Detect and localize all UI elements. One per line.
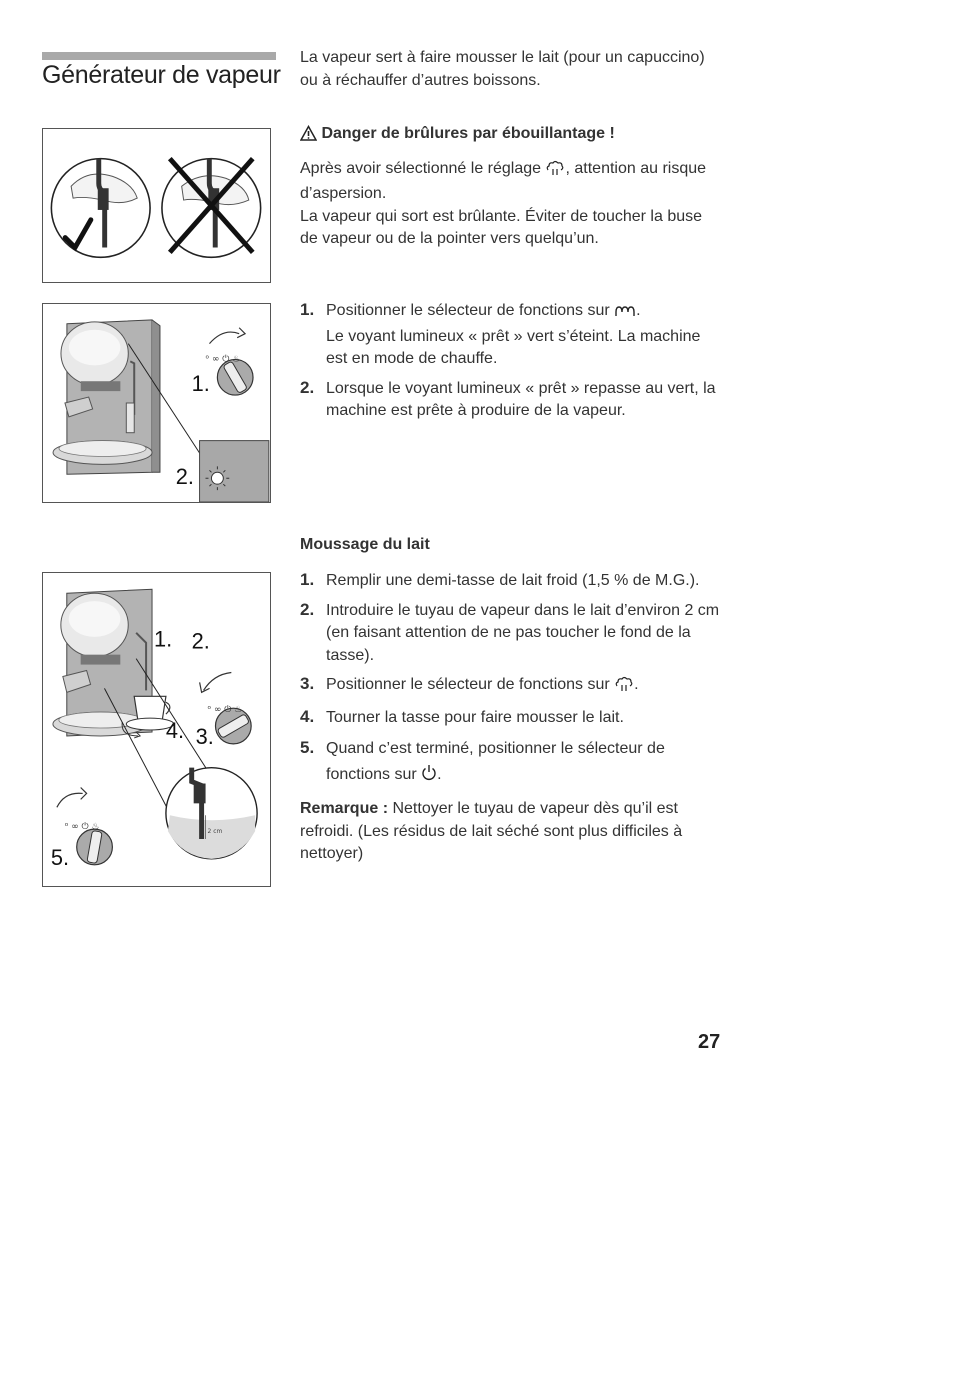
- fig3-label-5: 5.: [50, 844, 70, 870]
- note-text: Nettoyer le tuyau de vapeur dès qu’il est refroidi. (Les résidus de lait séché sont plus difficiles à nettoyer): [300, 800, 683, 862]
- preheat-step-1: 1. Positionner le sélecteur de fonctions sur . Le voyant lumineux « prêt » vert s’éteint. La machine est en mode de chauffe.: [300, 300, 701, 367]
- fig2-label-1: 1.: [191, 371, 210, 397]
- steam-icon: [614, 676, 634, 700]
- ready-indicator-panel: [200, 441, 269, 502]
- intro-paragraph: [300, 47, 720, 92]
- frothing-step-2: 2. Introduire le tuyau de vapeur dans le lait d’environ 2 cm (en faisant attention de ne pas toucher le fond de la tasse).: [300, 599, 720, 664]
- fig3-label-3: 3.: [195, 723, 214, 749]
- frothing-step-3: 3. Positionner le sélecteur de fonctions sur .: [300, 674, 725, 700]
- warning-heading: Danger de brûlures par ébouillantage !: [321, 125, 615, 142]
- fig3-depth-label: 2 cm: [207, 828, 223, 836]
- coffee-machine-illustration: [53, 320, 160, 474]
- fig3-label-1: 1.: [154, 626, 173, 652]
- fig3-label-2: 2.: [191, 628, 210, 654]
- page-number: 27: [698, 1031, 721, 1053]
- frothing-step-1: 1. Remplir une demi-tasse de lait froid (1,5 % de M.G.).: [300, 570, 700, 589]
- section-title: Générateur de vapeur: [42, 61, 281, 89]
- title-rule: [42, 52, 276, 60]
- frothing-step-4: 4. Tourner la tasse pour faire mousser le lait.: [300, 706, 624, 726]
- frothing-heading: Moussage du lait: [300, 536, 430, 553]
- svg-text:ᵒ ∞ ⏻ ♨: ᵒ ∞ ⏻ ♨: [207, 705, 243, 716]
- preheat-steps: [300, 300, 725, 430]
- frothing-step-5: 5. Quand c’est terminé, positionner le sélecteur de fonctions sur .: [300, 736, 725, 791]
- svg-text:ᵒ ∞ ⏻ ♨: ᵒ ∞ ⏻ ♨: [64, 822, 100, 833]
- note-label: Remarque :: [300, 800, 389, 817]
- svg-text:ᵒ ∞ ⏻ ♨: ᵒ ∞ ⏻ ♨: [205, 354, 241, 365]
- function-selector-dial-icon: [206, 328, 254, 395]
- warning-text-2: La vapeur qui sort est brûlante. Éviter de toucher la buse de vapeur ou de la pointer vers quelqu’un.: [300, 207, 703, 247]
- figure-milk-frothing: [42, 572, 271, 887]
- preheat-step-2: 2. Lorsque le voyant lumineux « prêt » repasse au vert, la machine est prête à produire de la vapeur.: [300, 377, 716, 419]
- fig2-label-2: 2.: [175, 464, 194, 490]
- fig3-label-4: 4.: [165, 717, 185, 743]
- intro-text: La vapeur sert à faire mousser le lait (pour un capuccino) ou à réchauffer d’autres boissons.: [300, 49, 705, 89]
- figure-preheat-machine: [42, 303, 271, 503]
- power-icon: [421, 764, 437, 791]
- frothing-steps: [300, 570, 725, 866]
- correct-handling-illustration: [51, 159, 150, 258]
- steam-icon: [545, 160, 565, 184]
- heat-coil-icon: [614, 303, 636, 326]
- warning-text-1: Après avoir sélectionné le réglage , attention au risque d’aspersion.: [300, 159, 707, 202]
- warning-block: [300, 123, 720, 251]
- note-paragraph: [300, 798, 725, 866]
- incorrect-handling-illustration: [162, 159, 261, 258]
- milk-depth-detail: [166, 768, 257, 859]
- warning-triangle-icon: [300, 125, 317, 149]
- warning-heading-line: [300, 123, 720, 149]
- figure-steam-wand-handling: [42, 128, 271, 283]
